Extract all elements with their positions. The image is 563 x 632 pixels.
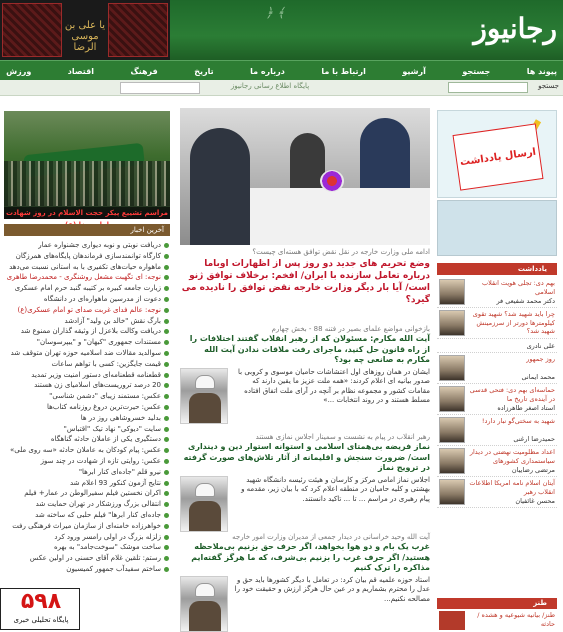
author-avatar [439, 386, 465, 412]
photo-figure [190, 128, 250, 245]
watermark-logo [0, 588, 80, 630]
note-item[interactable] [437, 339, 557, 353]
main-nav [0, 60, 563, 80]
note-item[interactable] [437, 277, 557, 308]
news-list-item[interactable]: زیارت جامعه کبیره بر کتیبه گنبد حرم امام عسکری [4, 283, 170, 294]
news-list-item[interactable]: 20 درصد تروریست‌های اسلامیای زن هستند [4, 380, 170, 391]
site-logo[interactable]: رجانیوز [473, 12, 557, 45]
satire-title: طنز [437, 598, 557, 609]
nav-item-links[interactable]: پیوند ها [526, 66, 557, 76]
search-input[interactable] [448, 82, 528, 93]
article-supertitle: آیت الله وحید خراسانی در دیدار جمعی از مدیران وزارت امور خارجه [232, 533, 430, 541]
author-avatar [439, 417, 465, 443]
news-list-item[interactable]: دستگیری یکی از عاملان حادثه گناهگاه [4, 434, 170, 445]
article-title[interactable]: غرب یک بام و دو هوا بخواهد، اگر حرف حق بزنیم بی‌ملاحظه هستید/ اگر حرف غرب را بزنیم بی‌شرف، که ما هرگز گفته‌ایم مذاکره را ترک کنیم [191, 542, 430, 572]
top-banner[interactable] [0, 0, 170, 60]
photo-caption: مراسم تشییع پیکر حجت الاسلام در روز شهادت [4, 207, 170, 219]
nav-item-search[interactable]: جستجو [462, 66, 491, 76]
article-item [180, 533, 430, 628]
news-list-item[interactable]: نوجه: عالم فدای غربت صدای تو امام عسکری(ع) [4, 305, 170, 316]
nav-item-history[interactable]: تاریخ [194, 66, 214, 76]
site-header [0, 0, 563, 60]
note-title: اعداد مظلومیت نهضتی در دیدار سیاستمداری کشورهای [469, 448, 555, 465]
note-title: حماسه‌ای بهم دی: فتحی قدسی در آینده‌ی تاریخ ما [469, 386, 555, 403]
news-list-item[interactable]: عکس: روایتی تازه از شهادت در چند سوز [4, 456, 170, 467]
note-author: علی نادری [526, 342, 555, 350]
ad-tile[interactable] [437, 200, 557, 256]
article-title[interactable]: نماز فریضه بی‌همتای اسلامی و استوانه استوار دین و دینداری است/ ضرورت سنجش و اقلیمانه از آثار تلاش‌های صورت گرفته در ترویج نماز [183, 442, 430, 472]
notes-list [437, 277, 557, 597]
news-list-item[interactable]: دریافت وکالت بلاعزل از وثیقه گذاران ممنوع شد [4, 326, 170, 337]
note-title: آیتان اسلام نامه امریکا اطلاعات انقلاب رهبر [469, 479, 555, 496]
author-avatar [439, 310, 465, 336]
news-list-item[interactable]: ساختم سفیدآب جمهور کمیسیون [4, 564, 170, 575]
news-list-item[interactable]: نیرو قلم "جاده‌ای کنار ابرها" [4, 467, 170, 478]
nav-item-contact[interactable]: ارتباط با ما [321, 66, 366, 76]
featured-photo[interactable] [4, 111, 170, 219]
note-author: محسن غائفیان [515, 497, 555, 505]
article-supertitle: رهبر انقلاب در پیام به نشست و سمینار اجلاس نمازی هستند [255, 433, 430, 441]
note-author: مرتضی رضاییان [511, 466, 555, 474]
note-title: روز جمهور [526, 355, 555, 363]
news-list-item[interactable]: عکس: پیام کودکان به عاملان حادثه «سه روی ملی» [4, 445, 170, 456]
news-list-item[interactable]: عکس: مستمند زیبای "دشمن شناسی" [4, 391, 170, 402]
article-item [180, 433, 430, 531]
banner-pattern-left [2, 3, 62, 57]
news-list-item[interactable]: بارگ نقش "خالد بن ولید" آزادشد [4, 316, 170, 327]
banner-pattern-right [108, 3, 168, 57]
note-author: استاد اصغر طاهرزاده [497, 404, 555, 412]
search-label: جستجو [538, 82, 559, 90]
satire-item-title: طنز/ بیانیه شیوعیه و هشده / حادثه [477, 611, 555, 628]
news-list-item[interactable]: اکران نخستین فیلم سفیرالوطن در عمار+ فیلم [4, 488, 170, 499]
lead-supertitle: ادامه ملی وزارت خارجه در نقل نقض توافق هسته‌ای چیست؟ [252, 248, 430, 256]
nav-item-about[interactable]: درباره ما [250, 66, 285, 76]
news-list-item[interactable]: مستندات جمهوری "کیهان" و "ییپرسوسان" [4, 337, 170, 348]
watermark-site: پایگاه تحلیلی خبری [13, 616, 69, 624]
nav-item-archive[interactable]: آرشیو [402, 66, 426, 76]
satire-item[interactable] [437, 610, 557, 630]
article-thumbnail[interactable] [180, 476, 228, 532]
note-item[interactable] [437, 477, 557, 508]
lead-photo[interactable] [180, 108, 430, 245]
photo-flowers [320, 170, 344, 192]
news-list-item[interactable]: قیمت جایگزین: کسی با تواهم ساعات [4, 359, 170, 370]
lead-title[interactable]: وضع تحریم های جدید دو روز پس از اظهارات اوباما درباره تعامل سازنده با ایران/ افخم: برخلاف توافق ژنو است/ آیا بار دیگر وزارت خارجه نقض توافق را نادیده می گیرد؟ [181, 259, 430, 305]
calligraphy-decoration: ﴾ ﴿ [265, 6, 285, 21]
submit-note-ad[interactable] [437, 110, 557, 198]
note-title: چرا باید شهید شد؟ شهید تقوی کیلومترها دورتر از سرزمینش شهید شد؟ [472, 310, 555, 335]
news-list-item[interactable]: نتایج آزمون کنکور 93 اعلام شد [4, 478, 170, 489]
satire-thumbnail [439, 611, 465, 630]
news-list-item[interactable]: بدلید خسروشاهی روز در ها [4, 413, 170, 424]
news-list-item[interactable]: ساخت موشک "سوخت‌جامد" به بهره [4, 542, 170, 553]
news-list-item[interactable]: ماهواره حیات‌های تکفیری با به‌ استانی نسبت می‌دهد [4, 262, 170, 273]
note-item[interactable] [437, 446, 557, 477]
note-author: محمد ایمانی [521, 373, 555, 381]
article-thumbnail[interactable] [180, 368, 228, 424]
note-item[interactable] [437, 415, 557, 446]
news-list-item[interactable]: سایت "دیوکی" نهاد تیک "اقتباس" [4, 424, 170, 435]
article-title[interactable]: آیت الله مکارم: مسئولان که از رهبر انقلاب گفتند اختلافات را از راه قانون حل کنید، ماجرای رفت ملاقات ندادن آیت الله مکارم به صانعی چه بود؟ [189, 334, 430, 364]
sub-tab[interactable] [120, 82, 200, 94]
article-item [180, 325, 430, 435]
author-avatar [439, 448, 465, 474]
news-list-item[interactable]: زلزله بزرگ در اولی رامسر ورود کرد [4, 532, 170, 543]
news-list-item[interactable]: قطعنامه قطعنامه‌ای دستور امنیت وزیر تمدید [4, 370, 170, 381]
banner-text: یا علی بن موسی الرضا [64, 20, 106, 53]
article-supertitle: بازخوانی مواضع علمای بصیر در فتنه 88 - بخش چهارم [271, 325, 430, 333]
notes-title: یادداشت [437, 263, 557, 275]
news-list-item[interactable]: عکس: حیرت‌ترین دروغ روزنامه کتاب‌ها [4, 402, 170, 413]
author-avatar [439, 479, 465, 505]
photo-table [240, 188, 430, 245]
note-item[interactable] [437, 384, 557, 415]
subbar-text: پایگاه اطلاع رسانی رجانیوز [230, 82, 310, 90]
news-list-item[interactable]: خواهرزاده خامنه‌ای از سازمان میراث فرهنگی رفت [4, 521, 170, 532]
article-body: ایشان در همان روزهای اول اعتشاشات حامیان موسوی و کروبی با صدور بیانیه ای اعلام کردند: «همه ملت عزیز ما یقین دارند که مقامات کشور و مجموعه نظام بر آنچه در آرای ملت اتفاق افتاده مسلط هستند و در روند انتخابات ...» [238, 367, 430, 404]
nav-item-sports[interactable]: ورزش [6, 66, 32, 76]
article-body: اجلاس نماز امامی مرکز و کارسان و هیئت رئیسه دانشگاه شهید بهشتی و کلیه حامیان در منطقه اعلام کرد که با بیان زیر، مقدمه و پیام رهبری در مراسم ... تا ... تاکید دانستند. [241, 475, 430, 503]
news-list-item[interactable]: جاده‌ای کنار ابرها" فیلم حلبی که ساخته شد [4, 510, 170, 521]
latest-news-title: آخرین اخبار [4, 224, 170, 236]
news-list-item[interactable]: دعوت از مدرسین ماهواره‌ای در دانشگاه [4, 294, 170, 305]
watermark-number: ۵۹۸ [20, 589, 62, 614]
note-author: دکتر محمد شفیعی فر [496, 297, 555, 305]
note-title: شهید به سختی‌گو نبار دارد! [481, 417, 555, 425]
article-body: استاد حوزه علمیه قم بیان کرد: در تعامل با دیگر کشورها باید حق و عدل را محترم بشماریم و در عین حال هرگز ارزش و حقیقت خود را مصالحه نکنیم... [234, 575, 430, 603]
author-avatar [439, 355, 465, 381]
news-list-item[interactable]: انتقالی بزرگ ورزشکار در تهران حمایت شد [4, 499, 170, 510]
note-item[interactable] [437, 308, 557, 339]
note-author: حمیدرضا ارغنی [513, 435, 555, 443]
ad-text: ارسال یادداشت [453, 123, 544, 190]
note-item[interactable] [437, 353, 557, 384]
news-list-item[interactable]: سوالدید مقالات ضد اسلامیه حوزه تهران متوقف شد [4, 348, 170, 359]
photo-crowd [4, 161, 170, 206]
nav-item-culture[interactable]: فرهنگ [130, 66, 158, 76]
latest-news-list [4, 240, 170, 620]
news-list-item[interactable]: کارگاه توانمندسازی فرماندهان پایگاه‌های همرزگان [4, 251, 170, 262]
note-title: بهم دی: تجلی هویت انقلاب اسلامی [481, 279, 555, 296]
news-list-item[interactable]: دریافت نوبتی و نوبه دیواری جشنواره عمار [4, 240, 170, 251]
news-list-item[interactable]: رستم: تلقین غلام آقای حسنی در اولین عکس [4, 553, 170, 564]
news-list-item[interactable]: نوجه: ای تگهبت مشعل روشنگری - محمدرضا طاهری [4, 272, 170, 283]
article-thumbnail[interactable] [180, 576, 228, 632]
author-avatar [439, 279, 465, 305]
nav-item-economy[interactable]: اقتصاد [67, 66, 95, 76]
